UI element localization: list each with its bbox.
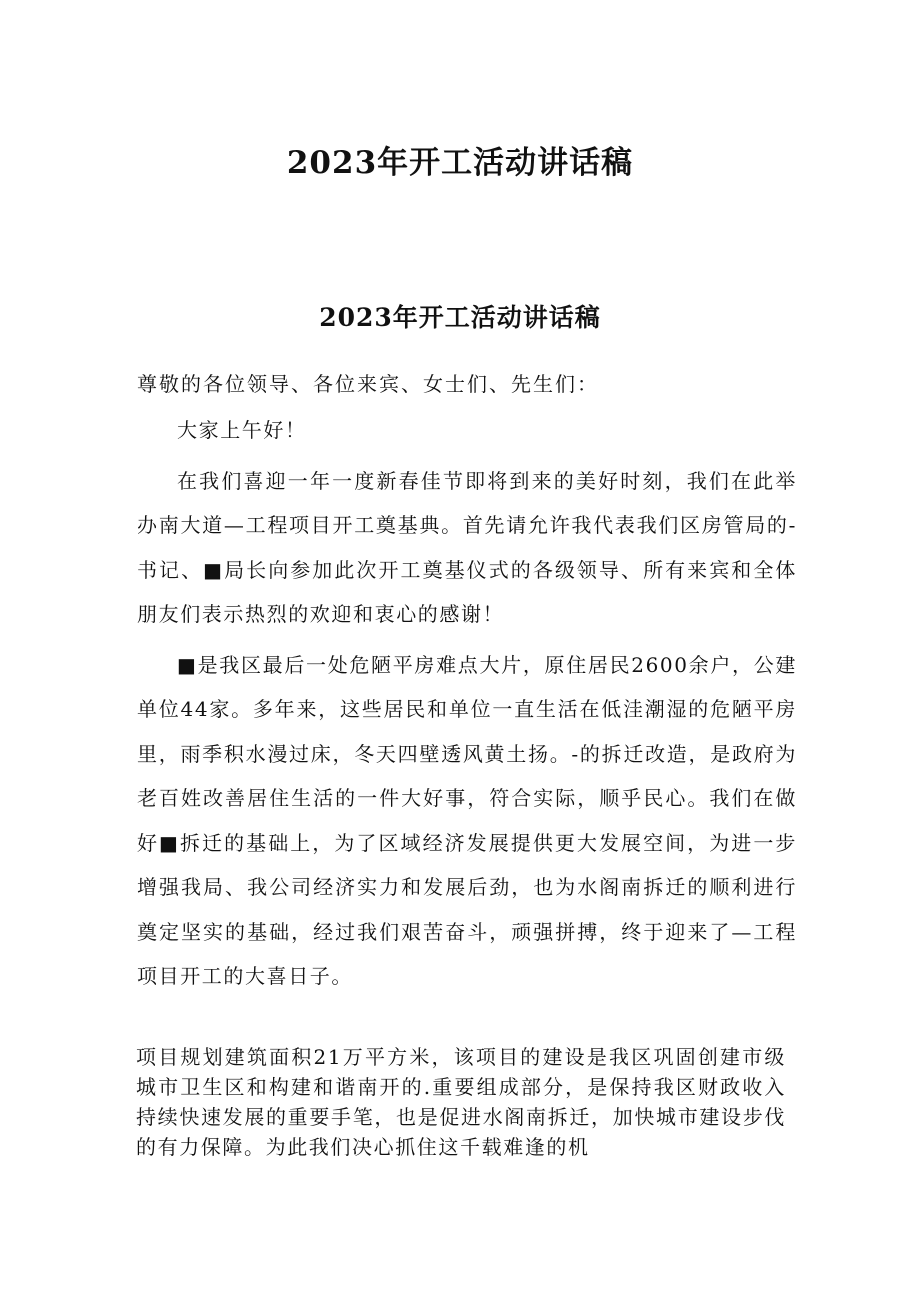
background-paragraph: ■是我区最后一处危陋平房难点大片，原住居民2600余户，公建单位44家。多年来，这些居民和单位一直生活在低洼潮湿的危陋平房里，雨季积水漫过床，冬天四壁透风黄土扬。-的拆迁改造，是政府为老百姓改善居住生活的一件大好事，符合实际，顺乎民心。我们在做好■拆迁的基础上，为了区域经济发展提供更大发展空间，为进一步增强我局、我公司经济实力和发展后劲，也为水阁南拆迁的顺利进行奠定坚实的基础，经过我们艰苦奋斗，顽强拼搏，终于迎来了—工程项目开工的大喜日子。 — [137, 652, 797, 988]
opening-paragraph: 在我们喜迎一年一度新春佳节即将到来的美好时刻，我们在此举办南大道—工程项目开工奠基典。首先请允许我代表我们区房管局的-书记、■局长向参加此次开工奠基仪式的各级领导、所有来宾和全体朋友们表示热烈的欢迎和衷心的感谢！ — [137, 468, 797, 626]
project-paragraph-block — [136, 1042, 786, 1162]
speech-body — [137, 362, 797, 999]
document-title: 2023年开工活动讲话稿 — [286, 145, 634, 181]
greeting-paragraph: 大家上午好！ — [177, 418, 307, 442]
document-subtitle: 2023年开工活动讲话稿 — [319, 303, 601, 332]
project-paragraph: 项目规划建筑面积21万平方米，该项目的建设是我区巩固创建市级城市卫生区和构建和谐南开的.重要组成部分，是保持我区财政收入持续快速发展的重要手笔，也是促进水阁南拆迁，加快城市建设步伐的有力保障。为此我们决心抓住这千载难逢的机 — [136, 1045, 786, 1159]
salutation: 尊敬的各位领导、各位来宾、女士们、先生们： — [137, 372, 599, 396]
